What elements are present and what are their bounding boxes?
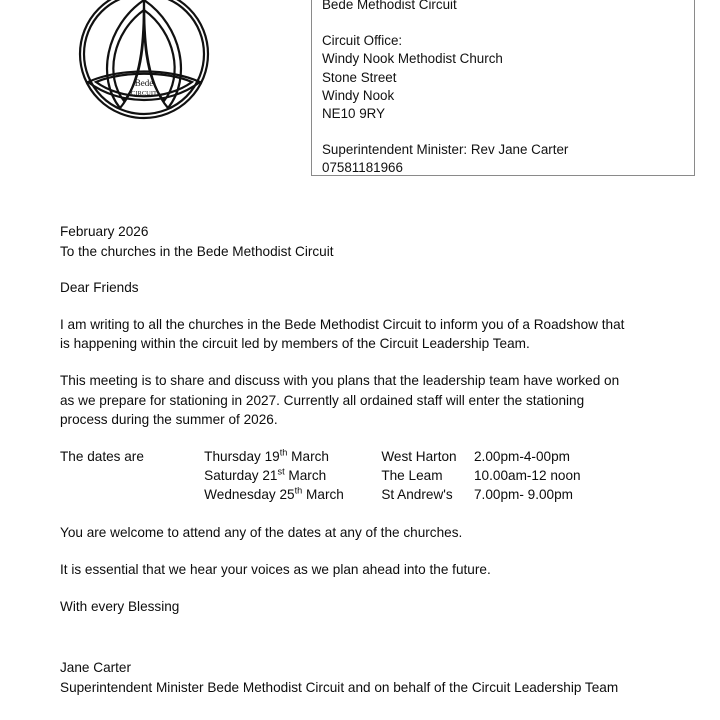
date-cell xyxy=(204,447,381,466)
paragraph-2-line-2: as we prepare for stationing in 2027. Currently all ordained staff will enter the stationing xyxy=(60,392,585,408)
address-line-3: Windy Nook xyxy=(322,87,395,103)
salutation-text: Dear Friends xyxy=(60,280,139,296)
dates-intro: The dates are xyxy=(60,448,144,464)
address-line-2: Stone Street xyxy=(322,69,397,85)
addressee xyxy=(60,242,680,262)
table-row xyxy=(60,466,680,485)
date-month: March xyxy=(302,487,344,503)
time-cell: 7.00pm- 9.00pm xyxy=(474,487,573,503)
letter-date xyxy=(60,222,680,242)
paragraph-2-line-1: This meeting is to share and discuss with you plans that the leadership team have worked on xyxy=(60,372,620,388)
date-month: March xyxy=(287,448,329,464)
svg-text:CIRCUIT: CIRCUIT xyxy=(131,90,157,97)
paragraph-2-line-3: process during the summer of 2026. xyxy=(60,412,278,428)
letterhead xyxy=(0,0,720,182)
letter-date-text: February 2026 xyxy=(60,224,149,239)
date-cell xyxy=(204,466,381,485)
spacer xyxy=(322,123,682,141)
office-label: Circuit Office: xyxy=(322,33,403,49)
date-ordinal: st xyxy=(277,466,285,477)
closing-paragraph-2-text: It is essential that we hear your voices as we plan ahead into the future. xyxy=(60,561,491,577)
paragraph-1 xyxy=(60,315,680,354)
paragraph-1-line-2: is happening within the circuit led by members of the Circuit Leadership Team. xyxy=(60,336,530,352)
paragraph-1-line-1: I am writing to all the churches in the Bede Methodist Circuit to inform you of a Roadshow that xyxy=(60,316,625,332)
trinity-knot-logo xyxy=(58,0,230,142)
closing-paragraph-1-text: You are welcome to attend any of the dates at any of the churches. xyxy=(60,525,463,541)
signature-name xyxy=(60,658,680,678)
signature-title xyxy=(60,678,680,698)
paragraph-2 xyxy=(60,371,680,430)
address-title: Bede Methodist Circuit xyxy=(322,0,457,12)
blank-cell xyxy=(60,466,204,485)
time-cell: 10.00am-12 noon xyxy=(474,467,581,483)
signature-block xyxy=(60,658,680,697)
closing-paragraph-3 xyxy=(60,597,680,617)
phone-line: 07581181966 xyxy=(322,160,403,176)
date-day: Wednesday 25 xyxy=(204,487,295,503)
closing-paragraph-3-text: With every Blessing xyxy=(60,598,180,614)
table-row xyxy=(60,447,680,466)
letter-body xyxy=(60,222,680,697)
dates-table xyxy=(60,447,680,505)
spacer xyxy=(322,14,682,32)
address-box xyxy=(311,0,695,176)
signature-title-text: Superintendent Minister Bede Methodist Circuit and on behalf of the Circuit Leadership Team xyxy=(60,679,619,695)
time-cell: 2.00pm-4-00pm xyxy=(474,448,570,464)
closing-paragraph-2 xyxy=(60,560,680,580)
signature-name-text: Jane Carter xyxy=(60,660,132,676)
place-cell: West Harton xyxy=(381,448,457,464)
blank-cell xyxy=(60,485,204,504)
date-month: March xyxy=(284,467,327,483)
salutation xyxy=(60,278,680,298)
date-cell xyxy=(204,485,381,504)
minister-line: Superintendent Minister: Rev Jane Carter xyxy=(322,142,569,158)
date-day: Thursday 19 xyxy=(204,448,280,464)
place-cell: The Leam xyxy=(381,467,443,483)
date-day: Saturday 21 xyxy=(204,467,278,483)
date-ordinal: th xyxy=(294,485,303,496)
addressee-text: To the churches in the Bede Methodist Circuit xyxy=(60,243,334,259)
closing-paragraph-1 xyxy=(60,523,680,543)
place-cell: St Andrew's xyxy=(381,487,453,503)
address-postcode: NE10 9RY xyxy=(322,106,386,122)
svg-text:Bede: Bede xyxy=(134,78,154,88)
date-ordinal: th xyxy=(279,447,288,458)
address-line-1: Windy Nook Methodist Church xyxy=(322,51,503,67)
table-row xyxy=(60,485,680,504)
